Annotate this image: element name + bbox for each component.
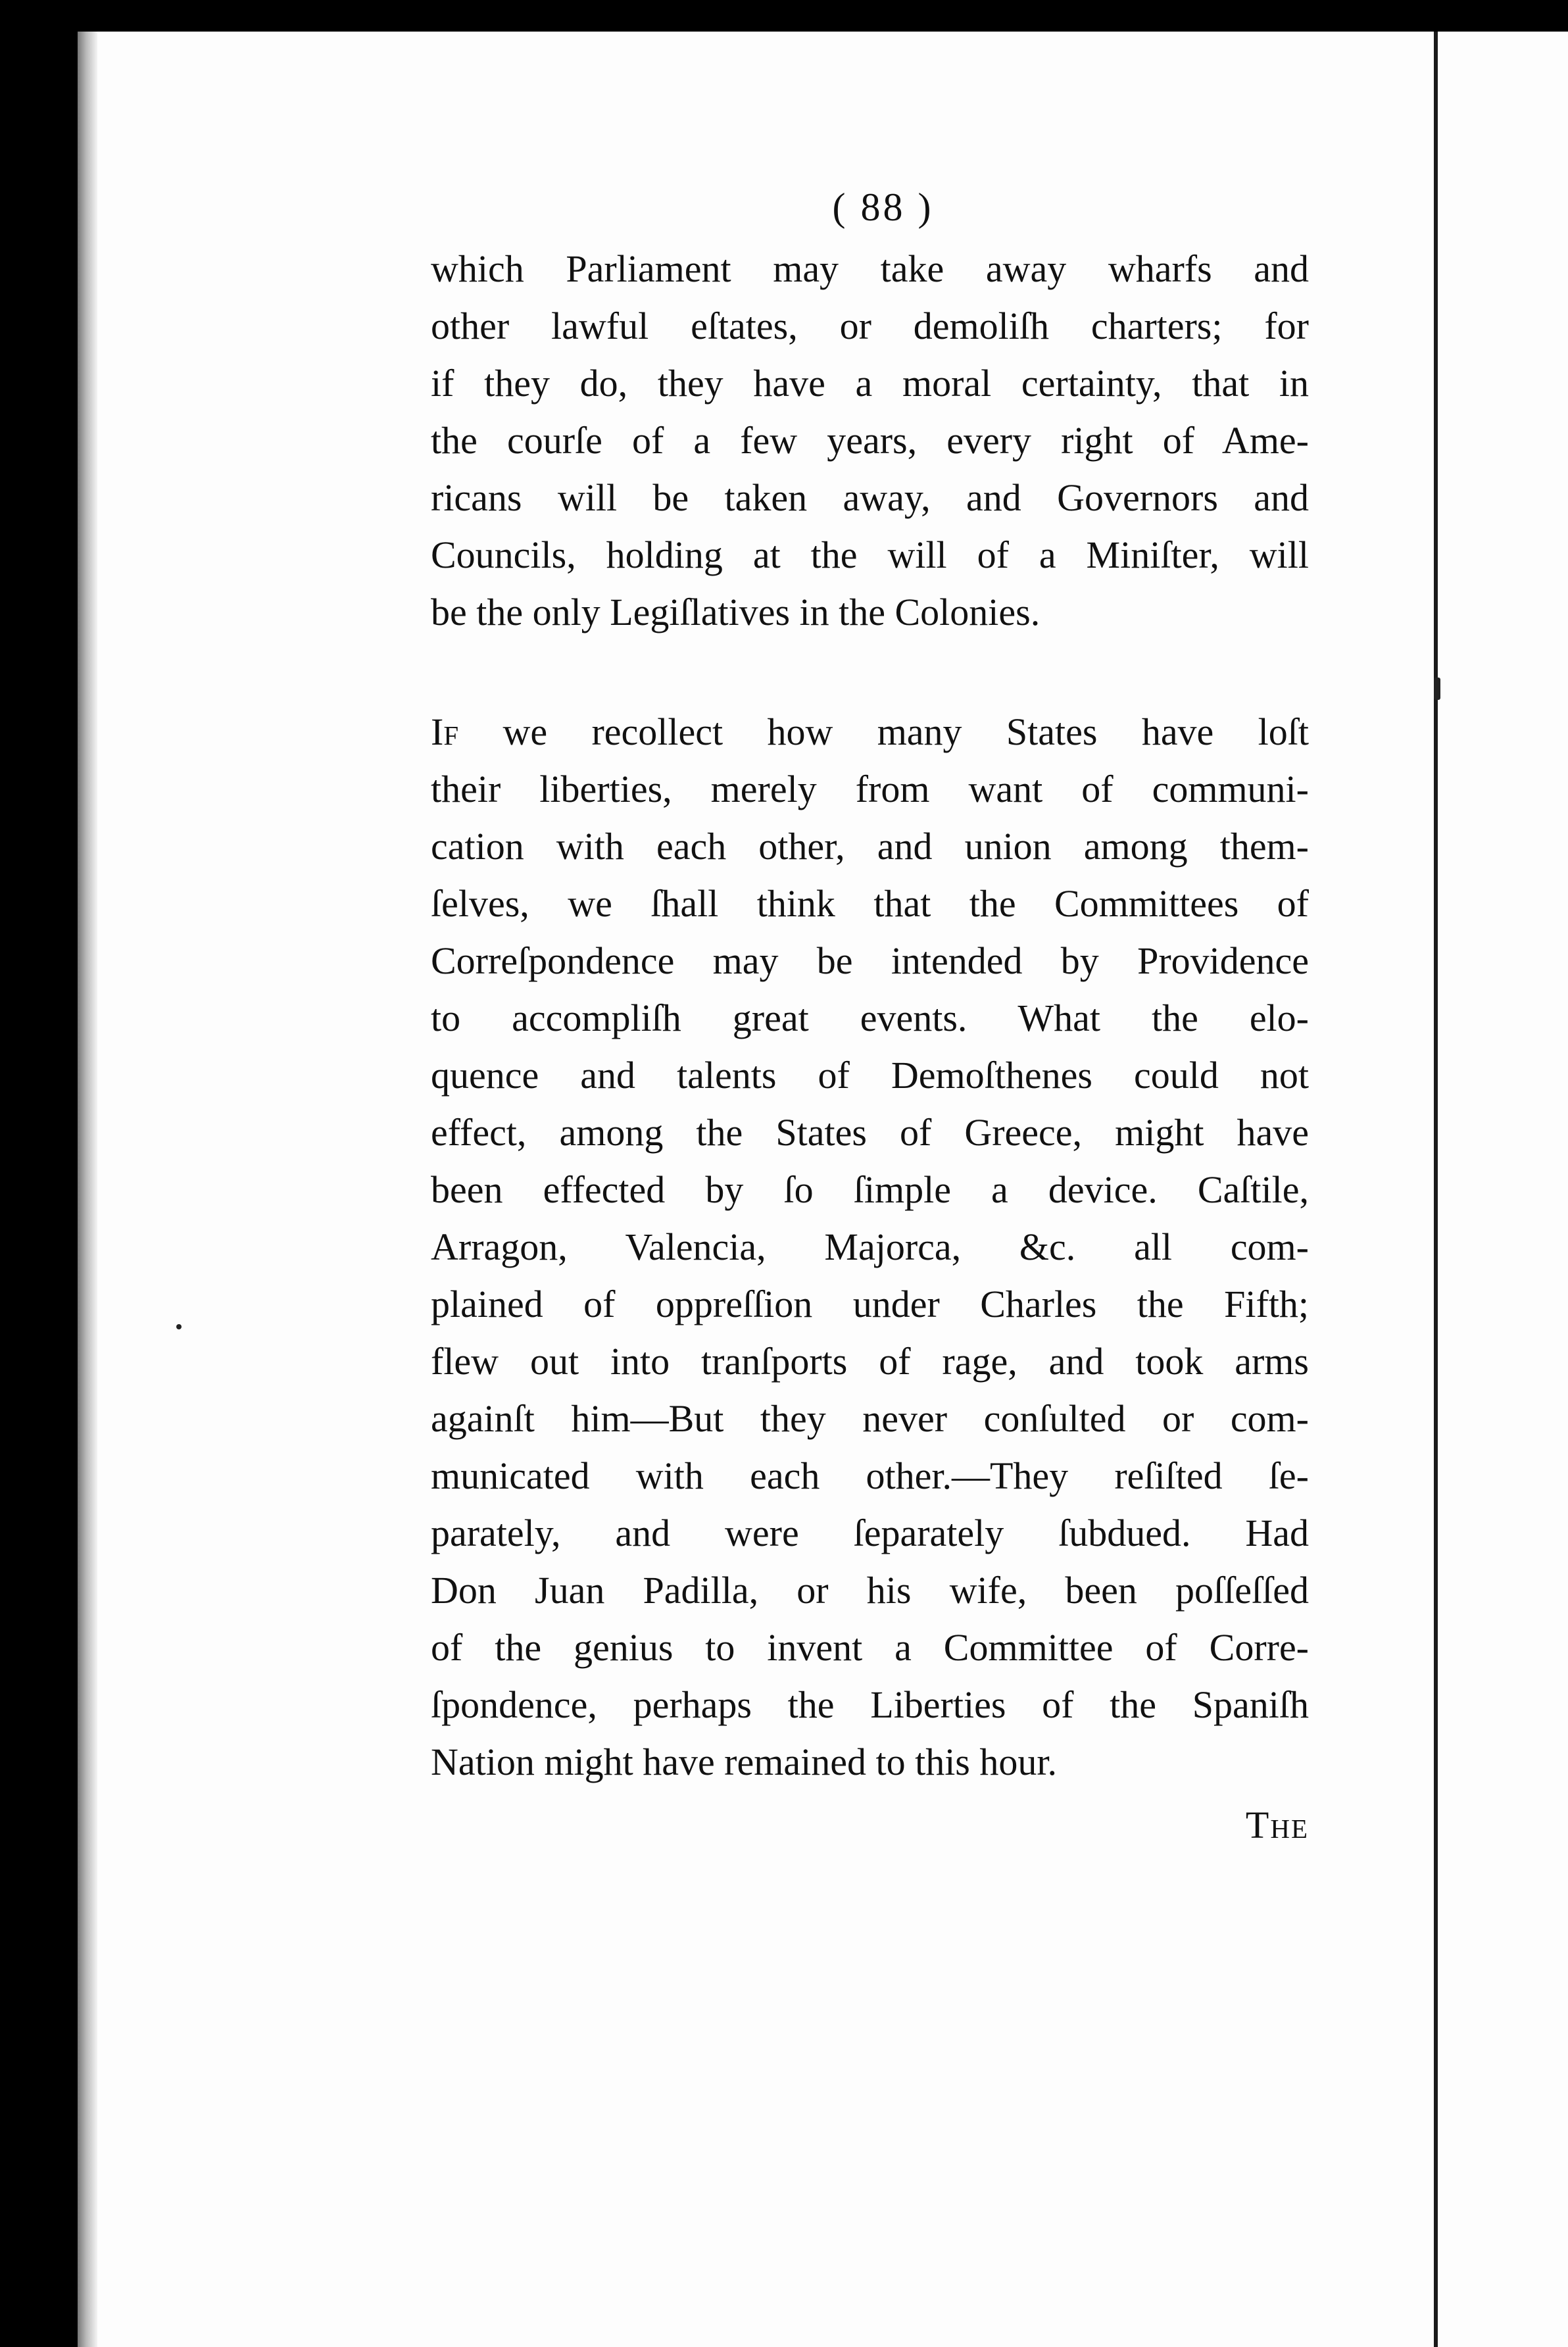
text-line: parately, and were ſeparately ſubdued. Had [431,1512,1309,1554]
text-line: Don Juan Padilla, or his wife, been poſſeſſed [431,1569,1309,1612]
text-line: to accompliſh great events. What the elo- [431,997,1309,1039]
text-line: Nation might have remained to this hour. [431,1741,1057,1783]
text-block [431,174,1309,1855]
text-line: been effected by ſo ſimple a device. Caſtile, [431,1168,1309,1211]
text-line: if they do, they have a moral certainty, that in [431,362,1309,405]
text-line: municated with each other.—They reſiſted ſe- [431,1454,1309,1497]
text-line: their liberties, merely from want of communi- [431,768,1309,810]
page-number: ( 88 ) [832,185,934,229]
page-binding-edge [78,32,97,2347]
text-line: againſt him—But they never conſulted or com- [431,1397,1309,1440]
text-line: plained of oppreſſion under Charles the Fifth; [431,1283,1309,1325]
text-line: the courſe of a few years, every right of Ame- [431,419,1309,462]
text-line: Correſpondence may be intended by Providence [431,939,1309,982]
text-line: If we recollect how many States have loſt [431,710,1309,753]
text-line: be the only Legiſlatives in the Colonies. [431,591,1041,633]
catchword: The [1245,1804,1309,1846]
text-line: of the genius to invent a Committee of Corre- [431,1626,1309,1669]
paragraphs [431,240,1309,1791]
ink-speck [1434,678,1440,700]
text-line: which Parliament may take away wharfs and [431,247,1309,290]
paragraph [431,240,1309,641]
paragraph-gap [431,641,1309,703]
text-line: quence and talents of Demoſthenes could not [431,1054,1309,1097]
text-line: other lawful eſtates, or demoliſh charters; for [431,305,1309,347]
text-line: Councils, holding at the will of a Miniſter, will [431,533,1309,576]
text-line: flew out into tranſports of rage, and took arms [431,1340,1309,1383]
adjacent-page-strip [1438,32,1568,2347]
text-line: Arragon, Valencia, Majorca, &c. all com- [431,1225,1309,1268]
text-line: effect, among the States of Greece, might have [431,1111,1309,1154]
paragraph [431,703,1309,1791]
text-line: ricans will be taken away, and Governors and [431,476,1309,519]
ink-speck [176,1324,182,1329]
text-line: ſpondence, perhaps the Liberties of the Spaniſh [431,1683,1309,1726]
text-line: cation with each other, and union among them- [431,825,1309,868]
text-line: ſelves, we ſhall think that the Committees of [431,882,1309,925]
